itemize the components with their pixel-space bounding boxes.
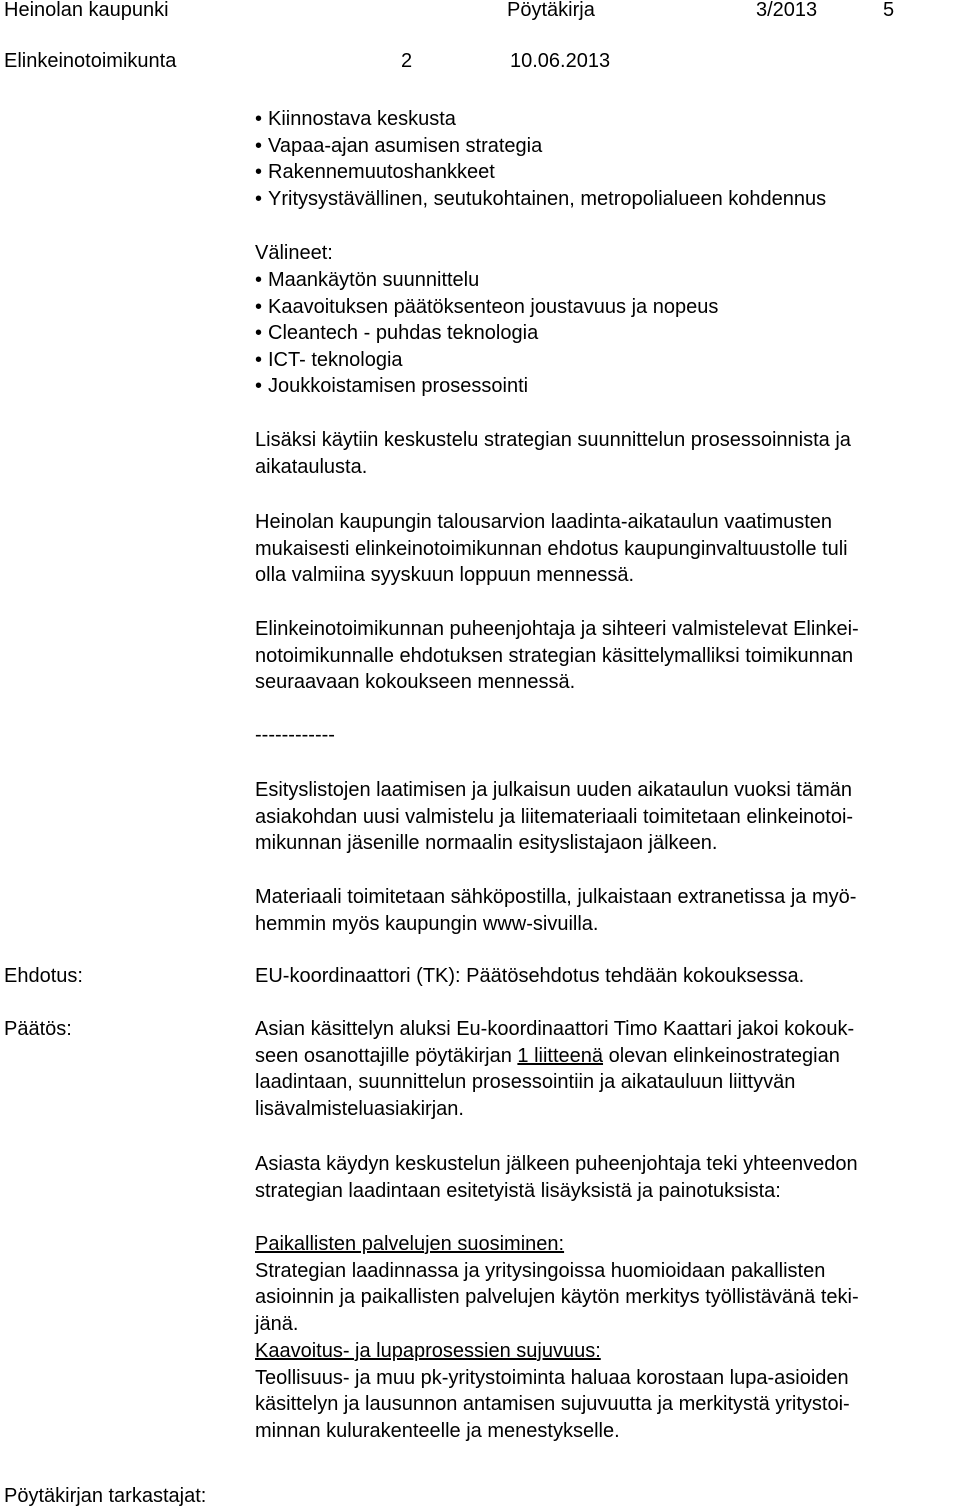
header-org: Heinolan kaupunki xyxy=(4,0,169,21)
list-item: • Cleantech - puhdas teknologia xyxy=(255,320,718,347)
bullet-icon: • xyxy=(255,134,263,157)
header-date: 10.06.2013 xyxy=(510,50,611,72)
bullet-icon: • xyxy=(255,269,263,291)
proposal-text: EU-koordinaattori (TK): Päätösehdotus tehdään kokouksessa. xyxy=(255,965,805,987)
list-item: • Kiinnostava keskusta xyxy=(255,106,826,133)
bullet-icon: • xyxy=(255,322,263,344)
decision-paragraph-2: Asiasta käydyn keskustelun jälkeen puheenjohtaja teki yhteenvedon strategian laadintaan esitetyistä lisäyksistä ja painotuksista: xyxy=(255,1153,858,1202)
list-item: • ICT- teknologia xyxy=(255,347,718,374)
decision-paragraph-1: Asian käsittelyn aluksi Eu-koordinaattori Timo Kaattari jakoi kokouk- seen osanottajille pöytäkirjan 1 liitteenä olevan elinkeinostrategian laadintaan, suunnittelun prosessointiin ja aikatauluun liittyvän lisävalmisteluasiakirjan. xyxy=(255,1018,855,1120)
proposal-label: Ehdotus: xyxy=(4,965,83,987)
decision-zoning-permits: Kaavoitus- ja lupaprosessien sujuvuus: Teollisuus- ja muu pk-yritystoiminta haluaa korostaan lupa-asioiden käsittelyn ja lausunnon antamisen sujuvuutta ja merkitystä yritystoi- minnan kulurakenteelle ja menestykselle. xyxy=(255,1338,955,1444)
bullet-icon: • xyxy=(255,375,263,397)
list-item: • Rakennemuutoshankkeet xyxy=(255,159,826,186)
tools-heading: Välineet: xyxy=(255,242,333,264)
header-doc-type: Pöytäkirja xyxy=(507,0,595,21)
attachment-link[interactable]: 1 liitteenä xyxy=(517,1044,604,1067)
bullet-icon: • xyxy=(255,348,263,371)
paragraph-material-delivery: Materiaali toimitetaan sähköpostilla, julkaistaan extranetissa ja myö- hemmin myös kaupungin www-sivuilla. xyxy=(255,886,857,935)
paragraph-chair-secretary: Elinkeinotoimikunnan puheenjohtaja ja sihteeri valmistelevat Elinkei- notoimikunnalle ehdotuksen strategian käsittelymalliksi toimikunnan seuraavaan kokoukseen mennessä. xyxy=(255,618,859,693)
paragraph-agenda-schedule: Esityslistojen laatimisen ja julkaisun uuden aikataulun vuoksi tämän asiakohdan uusi valmistelu ja liitemateriaali toimitetaan elinkeinotoi- mikunnan jäsenille normaalin esityslistajaon jälkeen. xyxy=(255,779,854,854)
header-body: Elinkeinotoimikunta xyxy=(4,50,177,72)
footer-inspectors-label: Pöytäkirjan tarkastajat: xyxy=(4,1485,207,1507)
header-page-number: 5 xyxy=(883,0,895,21)
local-services-heading: Paikallisten palvelujen suosiminen: xyxy=(255,1233,565,1255)
header-section: 2 xyxy=(401,50,413,72)
bullet-icon: • xyxy=(255,108,263,130)
decision-label: Päätös: xyxy=(4,1018,72,1040)
bullet-icon: • xyxy=(255,187,263,210)
header-doc-number: 3/2013 xyxy=(756,0,818,21)
zoning-permits-heading: Kaavoitus- ja lupaprosessien sujuvuus: xyxy=(255,1340,601,1362)
paragraph-discussion: Lisäksi käytiin keskustelu strategian suunnittelun prosessoinnista ja aikataulusta. xyxy=(255,429,851,478)
focus-list xyxy=(255,106,826,212)
tools-list xyxy=(255,267,718,400)
separator: ------------ xyxy=(255,724,335,746)
bullet-icon: • xyxy=(255,295,263,318)
list-item: • Vapaa-ajan asumisen strategia xyxy=(255,133,826,160)
list-item: • Kaavoituksen päätöksenteon joustavuus ja nopeus xyxy=(255,294,718,321)
paragraph-budget-schedule: Heinolan kaupungin talousarvion laadinta-aikataulun vaatimusten mukaisesti elinkeinotoimikunnan ehdotus kaupunginvaltuustolle tuli olla valmiina syyskuun loppuun mennessä. xyxy=(255,511,848,586)
decision-local-services: Paikallisten palvelujen suosiminen: Strategian laadinnassa ja yritysingoissa huomioidaan pakallisten asioinnin ja paikallisten palvelujen käytön merkitys työllistävänä teki- jänä. xyxy=(255,1231,955,1337)
list-item: • Yritysystävällinen, seutukohtainen, metropolialueen kohdennus xyxy=(255,186,826,213)
list-item: • Maankäytön suunnittelu xyxy=(255,267,718,294)
list-item: • Joukkoistamisen prosessointi xyxy=(255,373,718,400)
bullet-icon: • xyxy=(255,161,263,183)
